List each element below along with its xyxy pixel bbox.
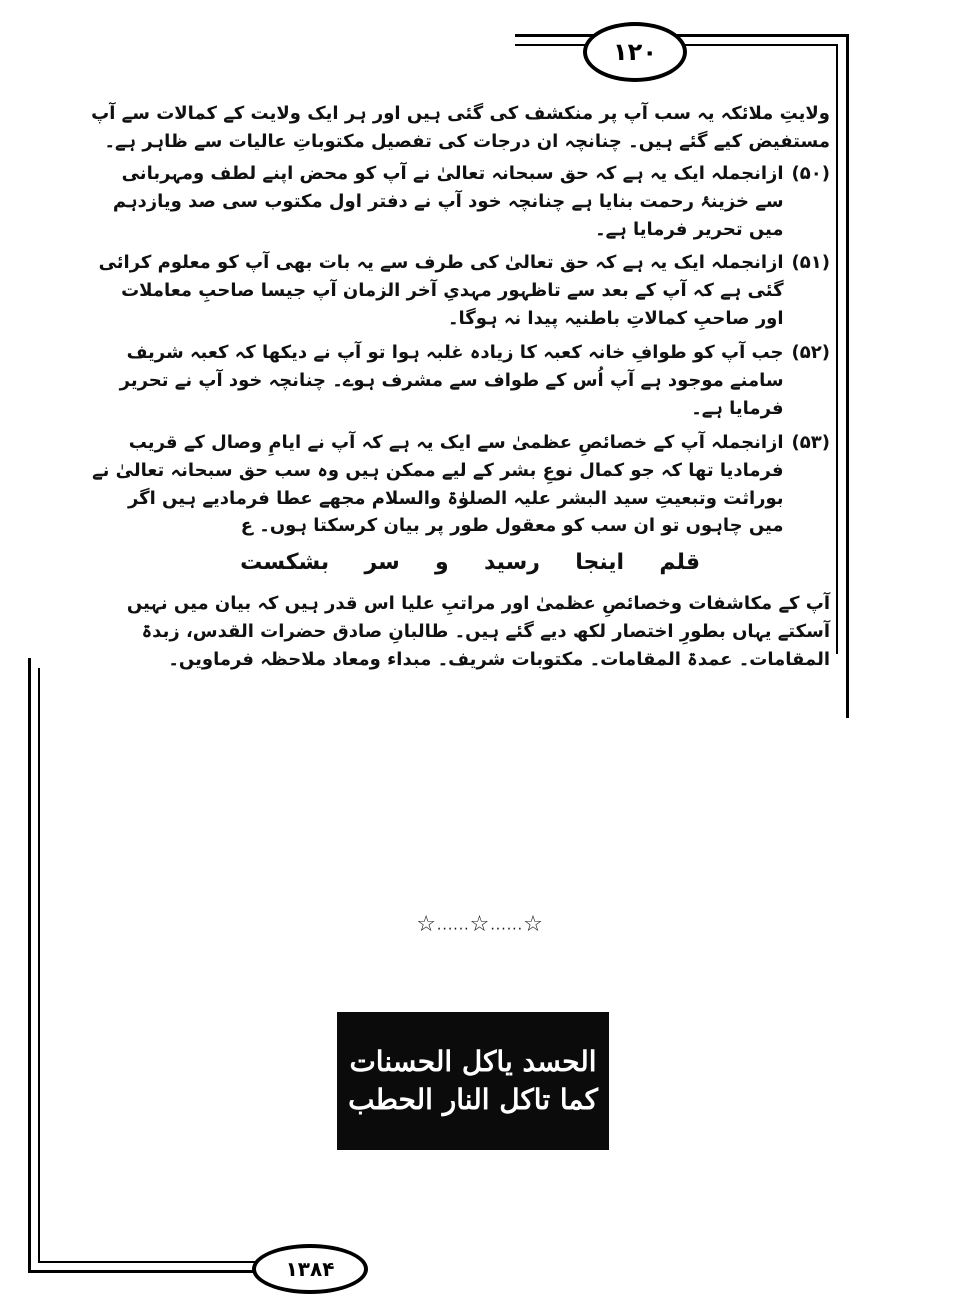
calligraphy-plate xyxy=(337,1012,609,1150)
frame-left-outer xyxy=(28,658,31,1270)
frame-bottom-inner xyxy=(38,1261,260,1263)
item-number: (۵۲) xyxy=(791,342,830,364)
verse-word: و xyxy=(435,550,449,576)
intro-paragraph: ولایتِ ملائکہ یہ سب آپ پر منکشف کی گئی ہیں اور ہر ایک ولایت کے کمالات سے آپ مستفیض کیے گئے ہیں۔ چنانچہ ان درجات کی تفصیل مکتوباتِ عالیات سے ظاہر ہے۔ xyxy=(91,103,830,152)
persian-verse xyxy=(90,546,830,580)
star-icon: ☆ xyxy=(469,912,491,937)
verse-word: رسید xyxy=(483,550,540,576)
verse-word: سر xyxy=(364,550,400,576)
footer-page-number-oval xyxy=(252,1244,368,1294)
item-number: (۵۱) xyxy=(791,252,830,274)
header-page-number-oval xyxy=(583,22,687,82)
star-icon: ☆ xyxy=(523,912,544,937)
item-text: جب آپ کو طوافِ خانہ کعبہ کا زیادہ غلبہ ہوا تو آپ نے دیکھا کہ کعبہ شریف سامنے موجود ہے آپ اُس کے طواف سے مشرف ہوے۔ چنانچہ خود آپ نے تحریر فرمایا ہے۔ xyxy=(119,342,784,419)
list-item-51 xyxy=(90,249,830,333)
frame-left-inner xyxy=(38,668,40,1262)
dots-divider: ...... xyxy=(490,917,524,934)
verse-word: بشکست xyxy=(240,550,330,576)
item-number: (۵۰) xyxy=(791,162,830,184)
star-separator xyxy=(0,912,960,937)
item-text: ازانجملہ ایک یہ ہے کہ حق سبحانہ تعالیٰ نے آپ کو محض اپنے لطف ومہربانی سے خزینۂ رحمت بنایا ہے چنانچہ خود آپ نے دفتر اول مکتوب سی صد ویازدہم میں تحریر فرمایا ہے۔ xyxy=(112,162,784,240)
page-body xyxy=(90,100,830,678)
item-text: ازانجملہ آپ کے خصائصِ عظمیٰ سے ایک یہ ہے کہ آپ نے ایامِ وصال کے قریب فرمادیا تھا کہ جو کمال نوعِ بشر کے لیے ممکن ہیں وہ سب حق سبحانہ تعالیٰ نے بوراثت وتبعیتِ سید البشر علیہ الصلوٰۃ والسلام مجھے عطا فرمادیے ہیں اگر میں چاہوں تو ان سب کو معقول طور پر بیان کرسکتا ہوں۔ ع xyxy=(92,431,784,537)
list-item-50 xyxy=(90,160,830,244)
frame-right-outer xyxy=(846,34,849,718)
calligraphy-line-1: الحسد یاکل الحسنات xyxy=(349,1045,597,1079)
list-item-53 xyxy=(90,429,830,541)
calligraphy-line-2: کما تاکل النار الحطب xyxy=(348,1083,598,1116)
item-number: (۵۳) xyxy=(791,431,830,453)
footer-page-number: ۱۳۸۴ xyxy=(285,1257,335,1281)
verse-word: اینجا xyxy=(575,550,625,576)
header-page-number: ۱۲۰ xyxy=(613,38,657,66)
item-text: ازانجملہ ایک یہ ہے کہ حق تعالیٰ کی طرف سے یہ بات بھی آپ کو معلوم کرائی گئی ہے کہ آپ کے بعد سے تاظہور مہدیِ آخر الزمان آپ جیسا صاحبِ معاملات اور صاحبِ کمالاتِ باطنیہ پیدا نہ ہوگا۔ xyxy=(98,252,784,330)
frame-bottom-outer xyxy=(28,1270,260,1273)
dots-divider: ...... xyxy=(436,917,470,934)
verse-word: قلم xyxy=(659,550,700,576)
list-item-52 xyxy=(90,339,830,423)
closing-paragraph: آپ کے مکاشفات وخصائصِ عظمیٰ اور مراتبِ علیا اس قدر ہیں کہ بیان میں نہیں آسکتے یہاں بطورِ اختصار لکھ دیے گئے ہیں۔ طالبانِ صادق حضرات القدس، زبدۃ المقامات۔ عمدۃ المقامات۔ مکتوبات شریف۔ مبداء ومعاد ملاحظہ فرماویں۔ xyxy=(126,593,830,671)
star-icon: ☆ xyxy=(416,912,437,937)
frame-right-inner xyxy=(836,44,838,654)
